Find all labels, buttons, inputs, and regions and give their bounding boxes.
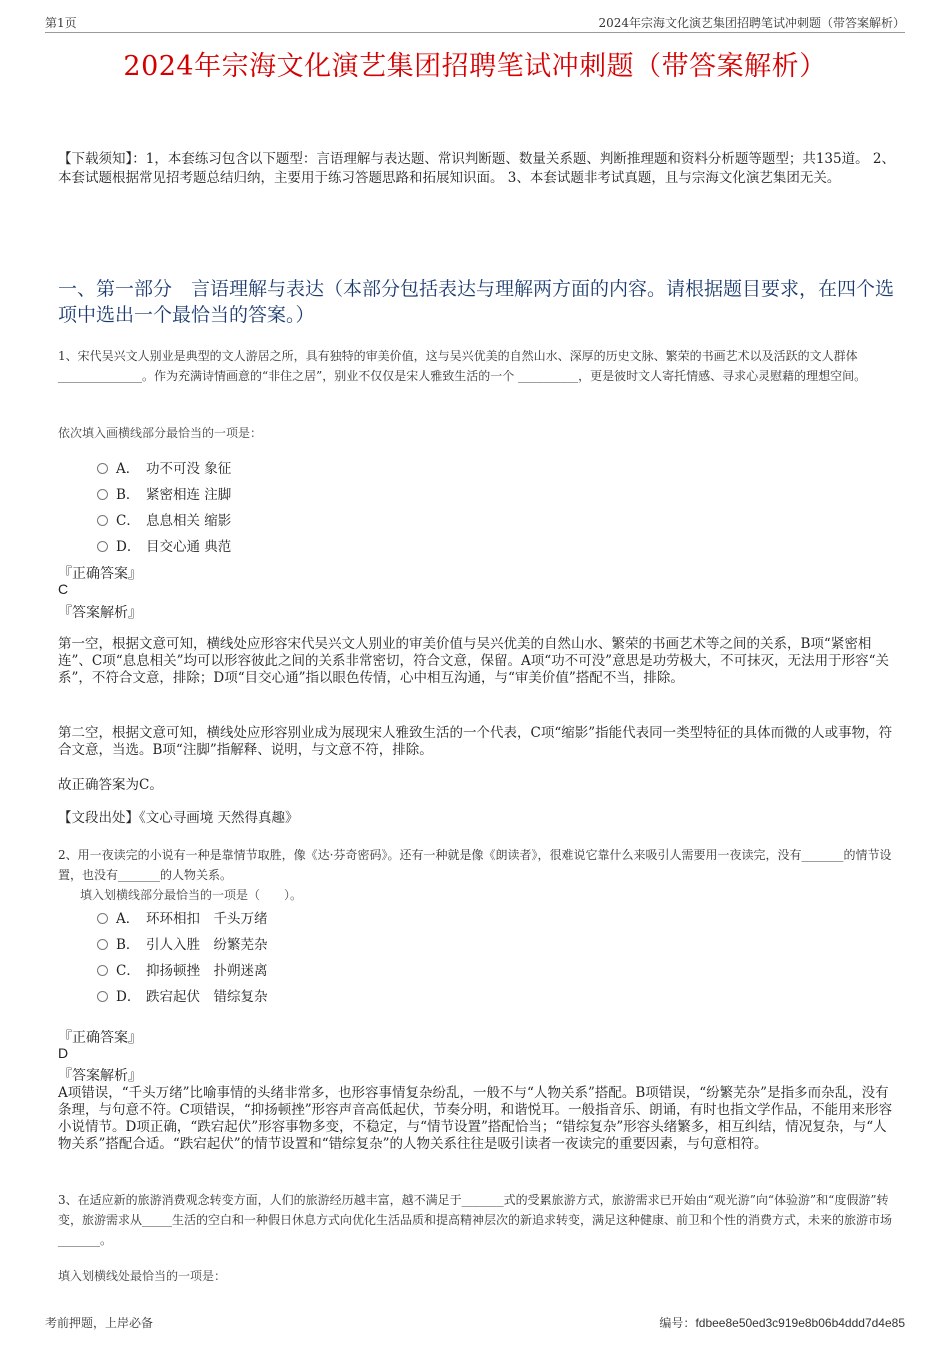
question-2-option-c[interactable]: [97, 959, 268, 979]
question-2-option-d[interactable]: [97, 985, 268, 1005]
question-1-stem: 1、宋代吴兴文人别业是典型的文人游居之所，具有独特的审美价值，这与吴兴优美的自然山水、深厚的历史文脉、繁荣的书画艺术以及活跃的文人群体 ______________。作为充满诗情画意的“非住之居”，别业不仅仅是宋人雅致生活的一个 __________，更是彼时文人寄托情感、寻求心灵慰藉的理想空间。: [58, 349, 867, 383]
option-text: 息息相关 缩影: [146, 513, 232, 529]
question-1-analysis-paragraph: 第一空，根据文意可知，横线处应形容宋代吴兴文人别业的审美价值与吴兴优美的自然山水、繁荣的书画艺术等之间的关系，B项“紧密相连”、C项“息息相关”均可以形容彼此之间的关系非常密切，符合文意，保留。A项“功不可没”意思是功劳极大，不可抹灭，无法用于形容“关系”，不符合文意，排除；D项“目交心通”指以眼色传情，心中相互沟通，与“审美价值”搭配不当，排除。: [58, 636, 889, 686]
question-1-option-a[interactable]: [97, 457, 231, 477]
question-2-option-a[interactable]: [97, 907, 268, 927]
question-2-instruction: 填入划横线部分最恰当的一项是（ ）。: [80, 888, 303, 902]
question-1-analysis-label: 『答案解析』: [58, 605, 142, 621]
question-1-conclusion: 故正确答案为C。: [58, 777, 163, 793]
question-2-stem: 2、用一夜读完的小说有一种是靠情节取胜，像《达·芬奇密码》。还有一种就是像《朗读者》，很难说它靠什么来吸引人需要用一夜读完，没有_______的情节设置，也没有_______的人物关系。: [58, 848, 892, 882]
question-1-option-d[interactable]: [97, 535, 231, 555]
question-1-answer-label: 『正确答案』: [58, 566, 142, 582]
footer-code: [659, 1314, 905, 1331]
radio-icon[interactable]: [97, 939, 108, 950]
download-notice: 【下载须知】：1，本套练习包含以下题型：言语理解与表达题、常识判断题、数量关系题、判断推理题和资料分析题等题型；共135道。 2、本套试题根据常见招考题总结归纳，主要用于练习答题思路和拓展知识面。 3、本套试题非考试真题，且与宗海文化演艺集团无关。: [58, 151, 895, 186]
question-2-answer: D: [58, 1045, 69, 1061]
option-letter: C．: [116, 513, 140, 529]
option-text: 跌宕起伏 错综复杂: [146, 989, 268, 1005]
radio-icon[interactable]: [97, 965, 108, 976]
question-1-analysis-paragraph: 第二空，根据文意可知，横线处应形容别业成为展现宋人雅致生活的一个代表，C项“缩影”指能代表同一类型特征的具体而微的人或事物，符合文意，当选。B项“注脚”指解释、说明，与文意不符，排除。: [58, 725, 893, 758]
question-1-instruction: 依次填入画横线部分最恰当的一项是：: [58, 426, 263, 440]
option-text: 紧密相连 注脚: [146, 487, 232, 503]
option-text: 引人入胜 纷繁芜杂: [146, 937, 268, 953]
question-3-instruction: 填入划横线处最恰当的一项是：: [58, 1269, 227, 1283]
option-text: 抑扬顿挫 扑朔迷离: [146, 963, 268, 979]
option-letter: B．: [116, 487, 140, 503]
section-heading: 一、第一部分 言语理解与表达（本部分包括表达与理解两方面的内容。请根据题目要求，在四个选项中选出一个最恰当的答案。）: [58, 278, 895, 326]
option-letter: C．: [116, 963, 140, 979]
footer-code-label: 编号：: [659, 1316, 696, 1330]
option-text: 环环相扣 千头万绪: [146, 911, 268, 927]
footer-slogan: 考前押题，上岸必备: [45, 1316, 154, 1330]
radio-icon[interactable]: [97, 541, 108, 552]
header-doc-title: 2024年宗海文化演艺集团招聘笔试冲刺题（带答案解析）: [598, 16, 905, 30]
option-letter: B．: [116, 937, 140, 953]
radio-icon[interactable]: [97, 913, 108, 924]
radio-icon[interactable]: [97, 991, 108, 1002]
question-1-option-c[interactable]: [97, 509, 231, 529]
question-1-source: 【文段出处】《文心寻画境 天然得真趣》: [58, 810, 299, 826]
radio-icon[interactable]: [97, 515, 108, 526]
footer-code-value: fdbee8e50ed3c919e8b06b4ddd7d4e85: [695, 1316, 905, 1330]
option-letter: A．: [116, 911, 140, 927]
option-letter: A．: [116, 461, 140, 477]
option-text: 目交心通 典范: [146, 539, 232, 555]
radio-icon[interactable]: [97, 463, 108, 474]
page-header: [45, 14, 905, 33]
page-number: 第1页: [45, 16, 77, 30]
question-2-option-b[interactable]: [97, 933, 268, 953]
question-2-analysis-label: 『答案解析』: [58, 1068, 142, 1084]
question-2-answer-label: 『正确答案』: [58, 1030, 142, 1046]
option-letter: D．: [116, 539, 141, 555]
option-text: 功不可没 象征: [146, 461, 232, 477]
document-title: 2024年宗海文化演艺集团招聘笔试冲刺题（带答案解析）: [123, 51, 827, 82]
question-1-answer: C: [58, 581, 69, 597]
radio-icon[interactable]: [97, 489, 108, 500]
question-3-stem: 3、在适应新的旅游消费观念转变方面，人们的旅游经历越丰富，越不满足于_______式的受累旅游方式，旅游需求已开始由“观光游”向“体验游”和“度假游”转变，旅游需求从_____生活的空白和一种假日休息方式向优化生活品质和提高精神层次的新追求转变，满足这种健康、前卫和个性的消费方式，未来的旅游市场_______。: [58, 1193, 893, 1247]
question-1-option-b[interactable]: [97, 483, 231, 503]
question-2-analysis: A项错误，“千头万绪”比喻事情的头绪非常多，也形容事情复杂纷乱，一般不与“人物关系”搭配。B项错误，“纷繁芜杂”是指多而杂乱，没有条理，与句意不符。C项错误，“抑扬顿挫”形容声音高低起伏，节奏分明，和谐悦耳。一般指音乐、朗诵，有时也指文学作品，不能用来形容小说情节。D项正确，“跌宕起伏”形容事物多变，不稳定，与“情节设置”搭配恰当；“错综复杂”形容头绪繁多，相互纠结，情况复杂，与“人物关系”搭配合适。“跌宕起伏”的情节设置和“错综复杂”的人物关系往往是吸引读者一夜读完的重要因素，与句意相符。: [58, 1085, 893, 1152]
option-letter: D．: [116, 989, 141, 1005]
